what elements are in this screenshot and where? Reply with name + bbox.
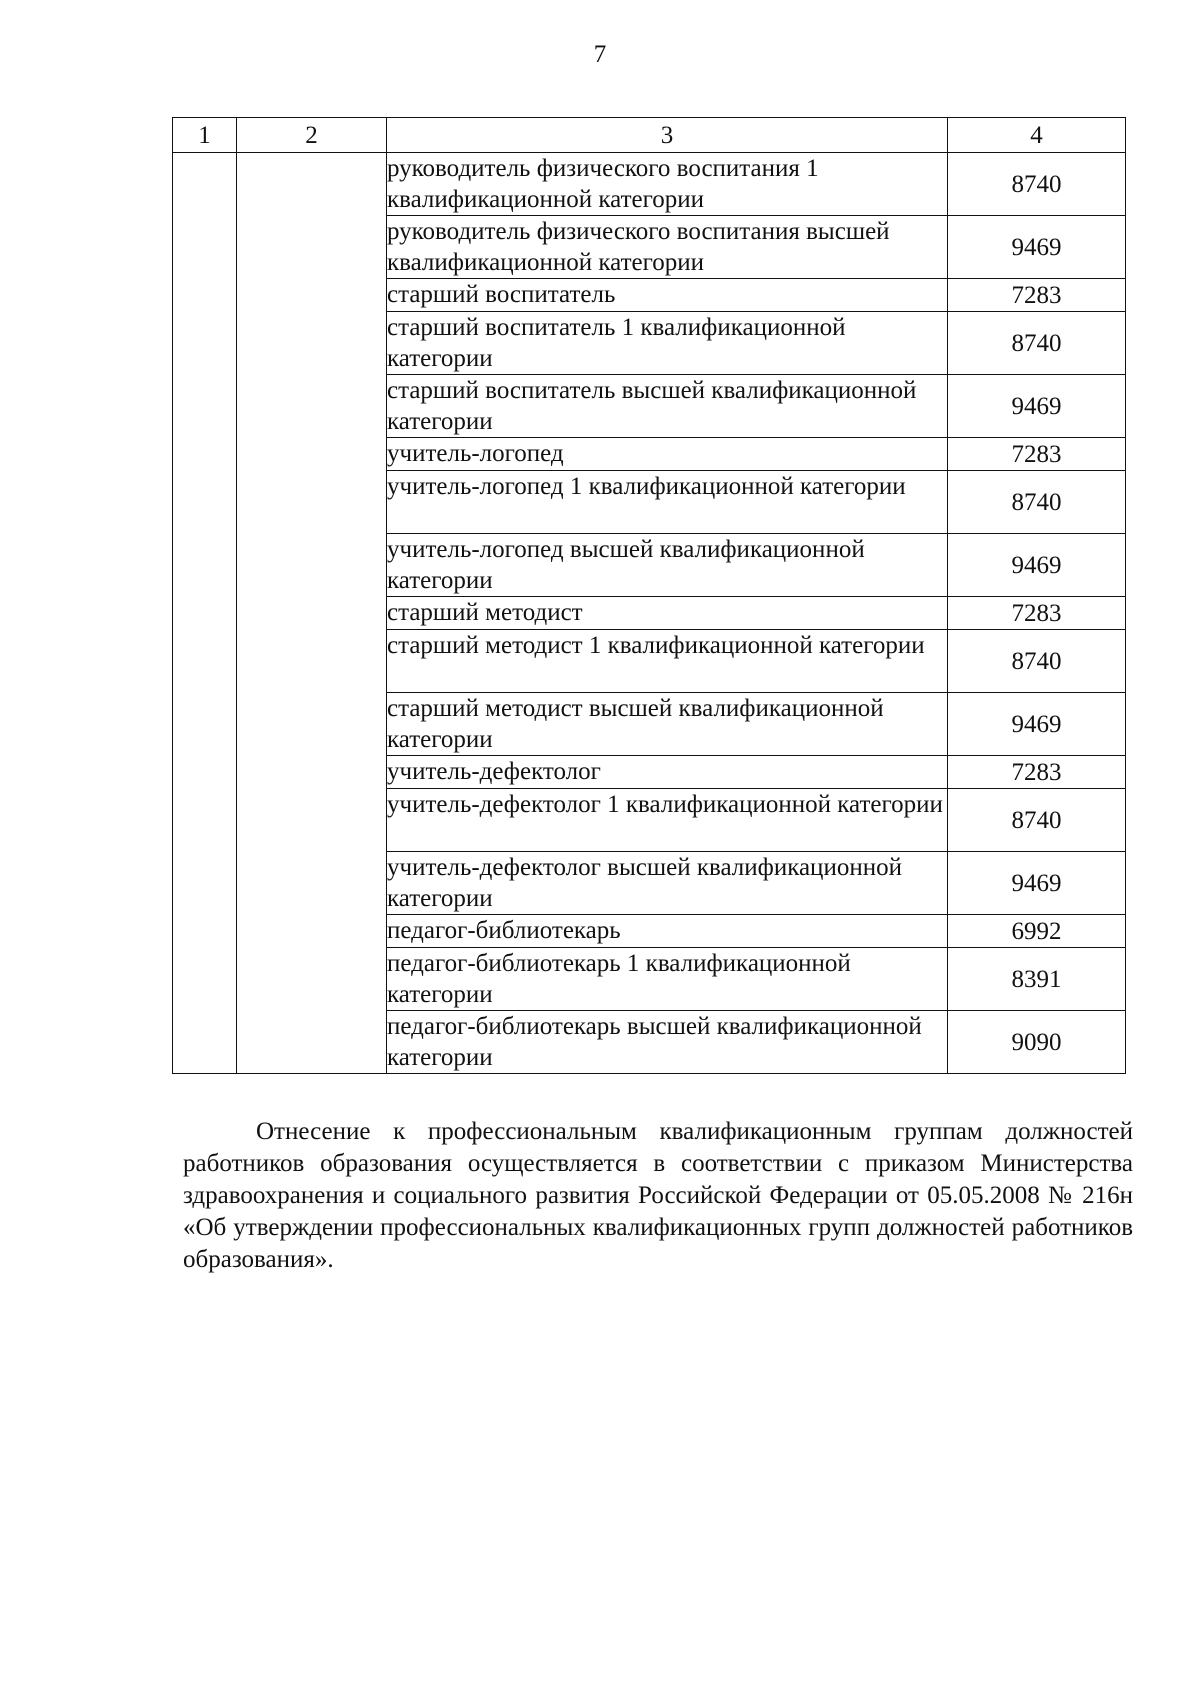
position-name-cell: руководитель физического воспитания 1 квалификационной категории bbox=[387, 153, 948, 216]
salary-value-cell: 8740 bbox=[948, 789, 1126, 852]
salary-value-cell: 9090 bbox=[948, 1011, 1126, 1074]
position-name-cell: старший воспитатель bbox=[387, 279, 948, 312]
table-header-cell: 4 bbox=[948, 118, 1126, 153]
table-cell-col2-empty bbox=[237, 153, 387, 1074]
table-cell-col1-empty bbox=[173, 153, 237, 1074]
table-header-row bbox=[173, 118, 1126, 153]
salary-value-cell: 9469 bbox=[948, 852, 1126, 915]
salary-value-cell: 7283 bbox=[948, 597, 1126, 630]
body-paragraph: Отнесение к профессиональным квалификационным группам должностей работников образования осуществляется в соответствии с приказом Министерства здравоохранения и социального развития Российской Федерации от 05.05.2008 № 216н «Об утверждении профессиональных квалификационных групп должностей работников образования». bbox=[183, 1118, 1133, 1273]
salary-value-cell: 9469 bbox=[948, 375, 1126, 438]
table-row bbox=[173, 153, 1126, 216]
position-name-cell: педагог-библиотекарь bbox=[387, 915, 948, 948]
salary-value-cell: 7283 bbox=[948, 279, 1126, 312]
table-body bbox=[173, 153, 1126, 1074]
salary-value-cell: 9469 bbox=[948, 693, 1126, 756]
position-name-cell: учитель-дефектолог высшей квалификационной категории bbox=[387, 852, 948, 915]
position-name-cell: учитель-логопед высшей квалификационной категории bbox=[387, 534, 948, 597]
table-header-cell: 2 bbox=[237, 118, 387, 153]
salary-value-cell: 6992 bbox=[948, 915, 1126, 948]
position-name-cell: учитель-логопед 1 квалификационной категории bbox=[387, 471, 948, 534]
salary-value-cell: 8740 bbox=[948, 471, 1126, 534]
salary-value-cell: 8391 bbox=[948, 948, 1126, 1011]
position-name-cell: старший методист bbox=[387, 597, 948, 630]
salary-value-cell: 9469 bbox=[948, 534, 1126, 597]
salary-value-cell: 8740 bbox=[948, 630, 1126, 693]
salary-value-cell: 8740 bbox=[948, 312, 1126, 375]
position-name-cell: старший воспитатель высшей квалификационной категории bbox=[387, 375, 948, 438]
table-header-cell: 3 bbox=[387, 118, 948, 153]
position-name-cell: педагог-библиотекарь 1 квалификационной категории bbox=[387, 948, 948, 1011]
position-name-cell: старший методист высшей квалификационной категории bbox=[387, 693, 948, 756]
salary-value-cell: 7283 bbox=[948, 438, 1126, 471]
salary-value-cell: 7283 bbox=[948, 756, 1126, 789]
position-name-cell: учитель-дефектолог 1 квалификационной категории bbox=[387, 789, 948, 852]
position-name-cell: педагог-библиотекарь высшей квалификационной категории bbox=[387, 1011, 948, 1074]
position-name-cell: старший воспитатель 1 квалификационной категории bbox=[387, 312, 948, 375]
page-number: 7 bbox=[593, 41, 607, 68]
salary-value-cell: 8740 bbox=[948, 153, 1126, 216]
salary-value-cell: 9469 bbox=[948, 216, 1126, 279]
position-name-cell: руководитель физического воспитания высшей квалификационной категории bbox=[387, 216, 948, 279]
position-name-cell: учитель-логопед bbox=[387, 438, 948, 471]
salary-table bbox=[172, 117, 1126, 1074]
position-name-cell: учитель-дефектолог bbox=[387, 756, 948, 789]
table-header-cell: 1 bbox=[173, 118, 237, 153]
position-name-cell: старший методист 1 квалификационной категории bbox=[387, 630, 948, 693]
